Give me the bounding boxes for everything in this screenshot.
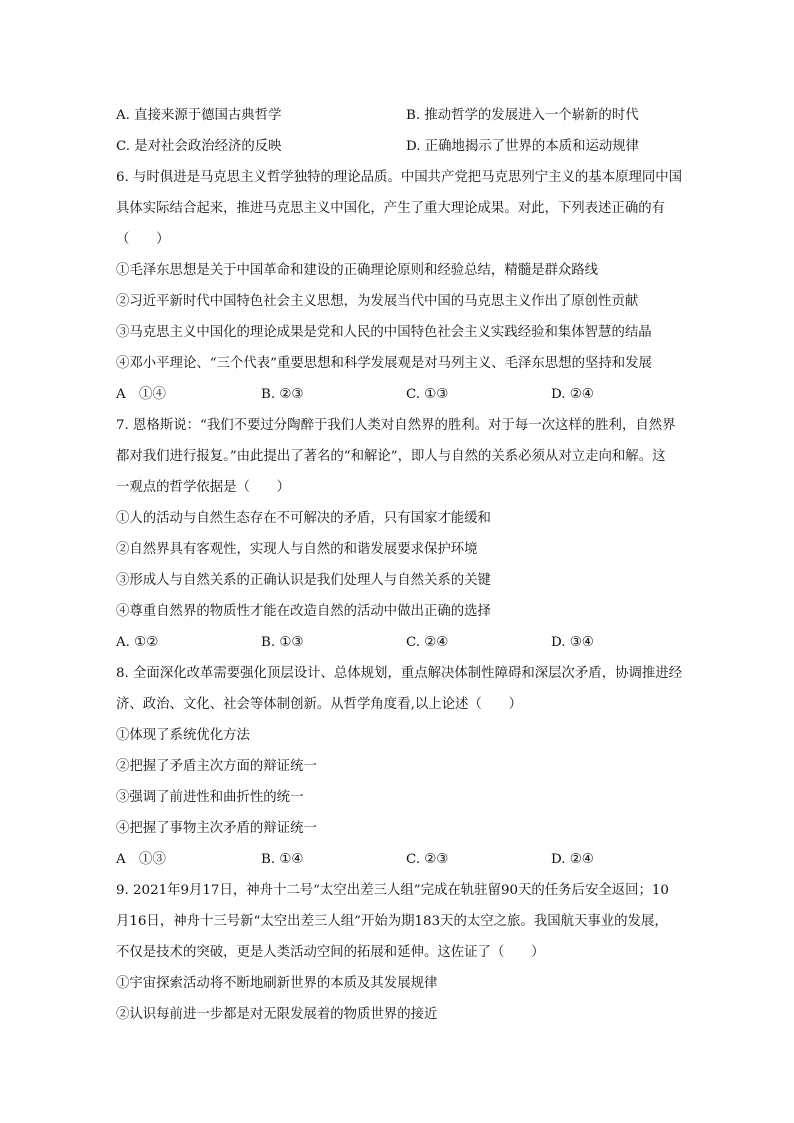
q6-item-3: ③马克思主义中国化的理论成果是党和人民的中国特色社会主义实践经验和集体智慧的结晶 xyxy=(116,325,652,340)
q7-item-3: ③形成人与自然关系的正确认识是我们处理人与自然关系的关键 xyxy=(116,573,491,588)
q9-stem-line-3: 不仅是技术的突破，更是人类活动空间的拓展和延伸。这佐证了（ ） xyxy=(116,945,545,960)
q5-option-c[interactable]: C. 是对社会政治经济的反映 xyxy=(116,139,282,154)
q7-item-4: ④尊重自然界的物质性才能在改造自然的活动中做出正确的选择 xyxy=(116,604,491,619)
exam-page xyxy=(116,100,696,1030)
q7-options xyxy=(116,627,696,658)
q7-stem-line-1: 7. 恩格斯说：“我们不要过分陶醉于我们人类对自然界的胜利。对于每一次这样的胜利，自然界 xyxy=(116,418,676,433)
q8-options xyxy=(116,844,696,875)
q8-option-d[interactable]: D. ②④ xyxy=(551,852,594,867)
q6-options xyxy=(116,379,696,410)
q8-item-4: ④把握了事物主次矛盾的辩证统一 xyxy=(116,821,317,836)
q6-stem-line-3: （ ） xyxy=(116,232,170,247)
q9-item-1: ①宇宙探索活动将不断地刷新世界的本质及其发展规律 xyxy=(116,976,438,991)
q6-item-1: ①毛泽东思想是关于中国革命和建设的正确理论原则和经验总结，精髓是群众路线 xyxy=(116,263,599,278)
q5-options-row-2 xyxy=(116,131,696,162)
q8-stem-line-2: 济、政治、文化、社会等体制创新。从哲学角度看,以上论述（ ） xyxy=(116,697,522,712)
q7-stem-line-2: 都对我们进行报复。”由此提出了著名的“和解论”，即人与自然的关系必须从对立走向和解。这 xyxy=(116,449,666,464)
q8-option-a[interactable]: A ①③ xyxy=(116,852,166,867)
q8-item-1: ①体现了系统优化方法 xyxy=(116,728,250,743)
q5-option-b[interactable]: B. 推动哲学的发展进入一个崭新的时代 xyxy=(406,108,639,123)
q5-options-row-1 xyxy=(116,100,696,131)
q5-option-d[interactable]: D. 正确地揭示了世界的本质和运动规律 xyxy=(406,139,640,154)
q6-item-2: ②习近平新时代中国特色社会主义思想，为发展当代中国的马克思主义作出了原创性贡献 xyxy=(116,294,639,309)
q9-item-2: ②认识每前进一步都是对无限发展着的物质世界的接近 xyxy=(116,1007,438,1022)
q8-item-3: ③强调了前进性和曲折性的统一 xyxy=(116,790,304,805)
q7-option-b[interactable]: B. ①③ xyxy=(261,635,304,650)
q9-stem-line-2: 月16日，神舟十三号新“太空出差三人组”开始为期183天的太空之旅。我国航天事业的发展， xyxy=(116,914,668,929)
q8-option-c[interactable]: C. ②③ xyxy=(406,852,449,867)
q6-stem-line-1: 6. 与时俱进是马克思主义哲学独特的理论品质。中国共产党把马克思列宁主义的基本原理同中国 xyxy=(116,170,683,185)
q7-option-a[interactable]: A. ①② xyxy=(116,635,159,650)
q5-option-a[interactable]: A. 直接来源于德国古典哲学 xyxy=(116,108,282,123)
q7-option-d[interactable]: D. ③④ xyxy=(551,635,594,650)
q8-option-b[interactable]: B. ①④ xyxy=(261,852,304,867)
q9-stem-line-1: 9. 2021年9月17日，神舟十二号“太空出差三人组”完成在轨驻留90天的任务后安全返回；10 xyxy=(116,883,669,898)
q6-option-c[interactable]: C. ①③ xyxy=(406,387,449,402)
q6-stem-line-2: 具体实际结合起来，推进马克思主义中国化，产生了重大理论成果。对此，下列表述正确的有 xyxy=(116,201,666,216)
q6-option-b[interactable]: B. ②③ xyxy=(261,387,304,402)
q7-stem-line-3: 一观点的哲学依据是（ ） xyxy=(116,480,291,495)
q7-option-c[interactable]: C. ②④ xyxy=(406,635,449,650)
q6-option-d[interactable]: D. ②④ xyxy=(551,387,594,402)
q7-item-1: ①人的活动与自然生态存在不可解决的矛盾，只有国家才能缓和 xyxy=(116,511,491,526)
q6-option-a[interactable]: A ①④ xyxy=(116,387,166,402)
q7-item-2: ②自然界具有客观性，实现人与自然的和谐发展要求保护环境 xyxy=(116,542,478,557)
q8-item-2: ②把握了矛盾主次方面的辩证统一 xyxy=(116,759,317,774)
q6-item-4: ④邓小平理论、“三个代表”重要思想和科学发展观是对马列主义、毛泽东思想的坚持和发展 xyxy=(116,356,652,371)
q8-stem-line-1: 8. 全面深化改革需要强化顶层设计、总体规划，重点解决体制性障碍和深层次矛盾，协调推进经 xyxy=(116,666,683,681)
